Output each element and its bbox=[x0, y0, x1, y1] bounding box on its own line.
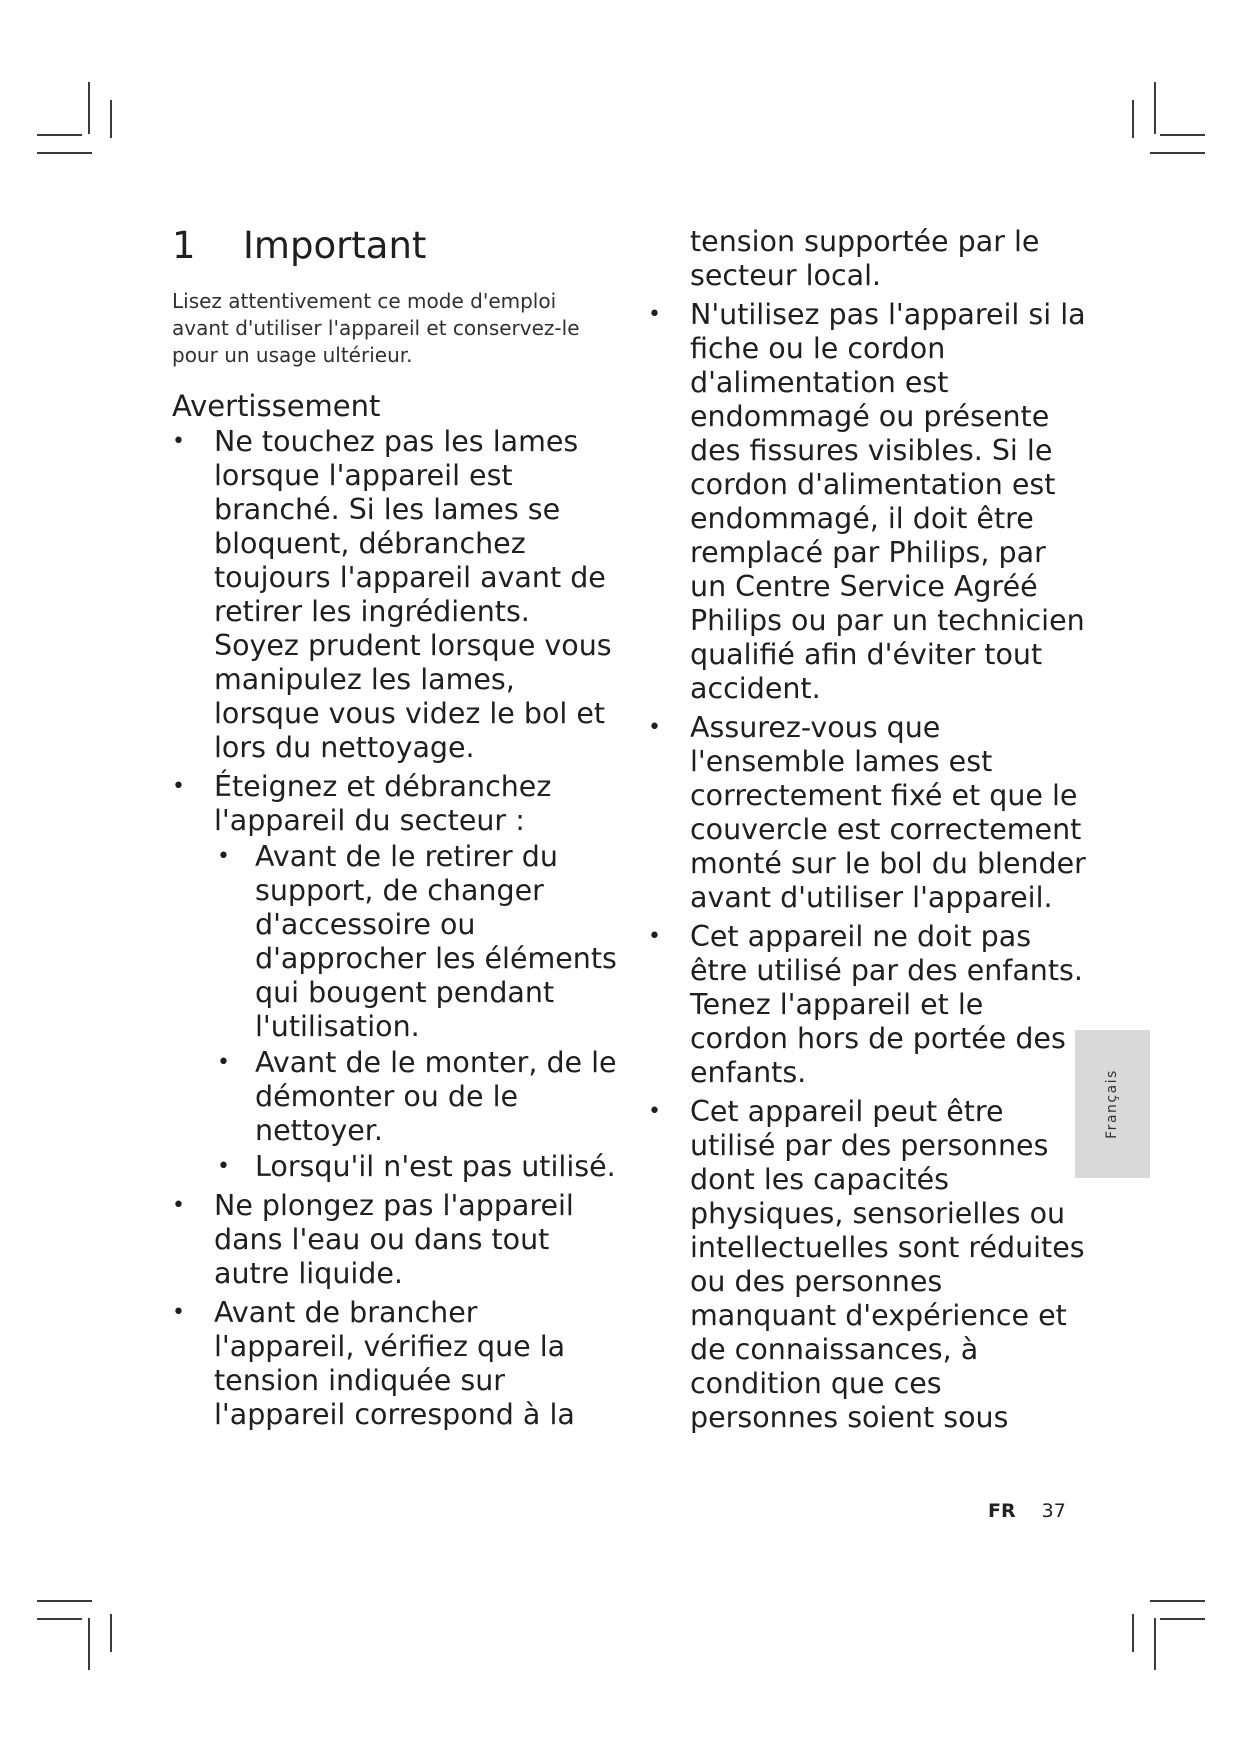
list-item-text: Ne plongez pas l'appareil dans l'eau ou dans tout autre liquide. bbox=[214, 1189, 574, 1290]
list-item-text: Avant de brancher l'appareil, vérifiez que la tension indiquée sur l'appareil correspond à la bbox=[214, 1296, 575, 1431]
page-footer bbox=[988, 1500, 1066, 1522]
footer-language-code: FR bbox=[988, 1500, 1016, 1522]
bullet: • bbox=[217, 1050, 230, 1075]
language-side-tab bbox=[1075, 1030, 1150, 1178]
bullet: • bbox=[648, 715, 661, 740]
sub-list-item-text: Avant de le monter, de le démonter ou de le nettoyer. bbox=[255, 1046, 617, 1147]
bullet: • bbox=[648, 302, 661, 327]
list-item-text: N'utilisez pas l'appareil si la fiche ou le cordon d'alimentation est endommagé ou présente des fissures visibles. Si le cordon d'alimentation est endommagé, il doit être remplacé par Philips, par un Centre Service Agréé Philips ou par un technicien qualifié afin d'éviter tout accident. bbox=[690, 298, 1086, 705]
list-item-text: Ne touchez pas les lames lorsque l'appareil est branché. Si les lames se bloquent, débranchez toujours l'appareil avant de retirer les ingrédients. Soyez prudent lorsque vous manipulez les lames, lorsque vous videz le bol et lors du nettoyage. bbox=[214, 425, 612, 764]
subheading-warning: Avertissement bbox=[172, 389, 381, 423]
bullet: • bbox=[217, 1154, 230, 1179]
section-heading bbox=[172, 224, 617, 267]
sub-list-item bbox=[214, 1150, 617, 1184]
sub-list-item-text: Avant de le retirer du support, de changer d'accessoire ou d'approcher les éléments qui bougent pendant l'utilisation. bbox=[255, 840, 617, 1043]
warning-list-right bbox=[648, 298, 1088, 1435]
bullet: • bbox=[172, 1193, 185, 1218]
bullet: • bbox=[172, 429, 185, 454]
right-column bbox=[648, 225, 1088, 1440]
bullet: • bbox=[217, 844, 230, 869]
list-item bbox=[172, 770, 617, 1184]
list-item bbox=[648, 920, 1088, 1090]
list-item-text: Assurez-vous que l'ensemble lames est correctement fixé et que le couvercle est correctement monté sur le bol du blender avant d'utiliser l'appareil. bbox=[690, 711, 1086, 914]
list-item bbox=[172, 425, 617, 765]
warning-list-left bbox=[172, 425, 617, 1432]
left-column bbox=[172, 224, 617, 1437]
list-item-text: Cet appareil peut être utilisé par des personnes dont les capacités physiques, sensorielles ou intellectuelles sont réduites ou des personnes manquant d'expérience et de connaissances, à condition que ces personnes soient sous bbox=[690, 1095, 1085, 1434]
list-item bbox=[648, 298, 1088, 706]
sub-list-item-text: Lorsqu'il n'est pas utilisé. bbox=[255, 1150, 616, 1183]
bullet: • bbox=[648, 1099, 661, 1124]
list-item-text: Éteignez et débranchez l'appareil du secteur : bbox=[214, 770, 552, 837]
section-title: Important bbox=[243, 224, 427, 267]
list-item bbox=[172, 1296, 617, 1432]
bullet: • bbox=[648, 924, 661, 949]
sub-list-item bbox=[214, 840, 617, 1044]
sub-list bbox=[214, 840, 617, 1184]
page-number: 37 bbox=[1041, 1500, 1066, 1522]
language-tab-label: Français bbox=[1104, 1069, 1120, 1139]
bullet: • bbox=[172, 774, 185, 799]
bullet: • bbox=[172, 1300, 185, 1325]
list-item bbox=[648, 711, 1088, 915]
list-item bbox=[648, 1095, 1088, 1435]
intro-paragraph: Lisez attentivement ce mode d'emploi avant d'utiliser l'appareil et conservez-le pour un usage ultérieur. bbox=[172, 289, 580, 367]
section-number: 1 bbox=[172, 224, 196, 267]
list-item bbox=[172, 1189, 617, 1291]
list-item-text: Cet appareil ne doit pas être utilisé par des enfants. Tenez l'appareil et le cordon hors de portée des enfants. bbox=[690, 920, 1083, 1089]
continued-text: tension supportée par le secteur local. bbox=[690, 225, 1040, 292]
sub-list-item bbox=[214, 1046, 617, 1148]
